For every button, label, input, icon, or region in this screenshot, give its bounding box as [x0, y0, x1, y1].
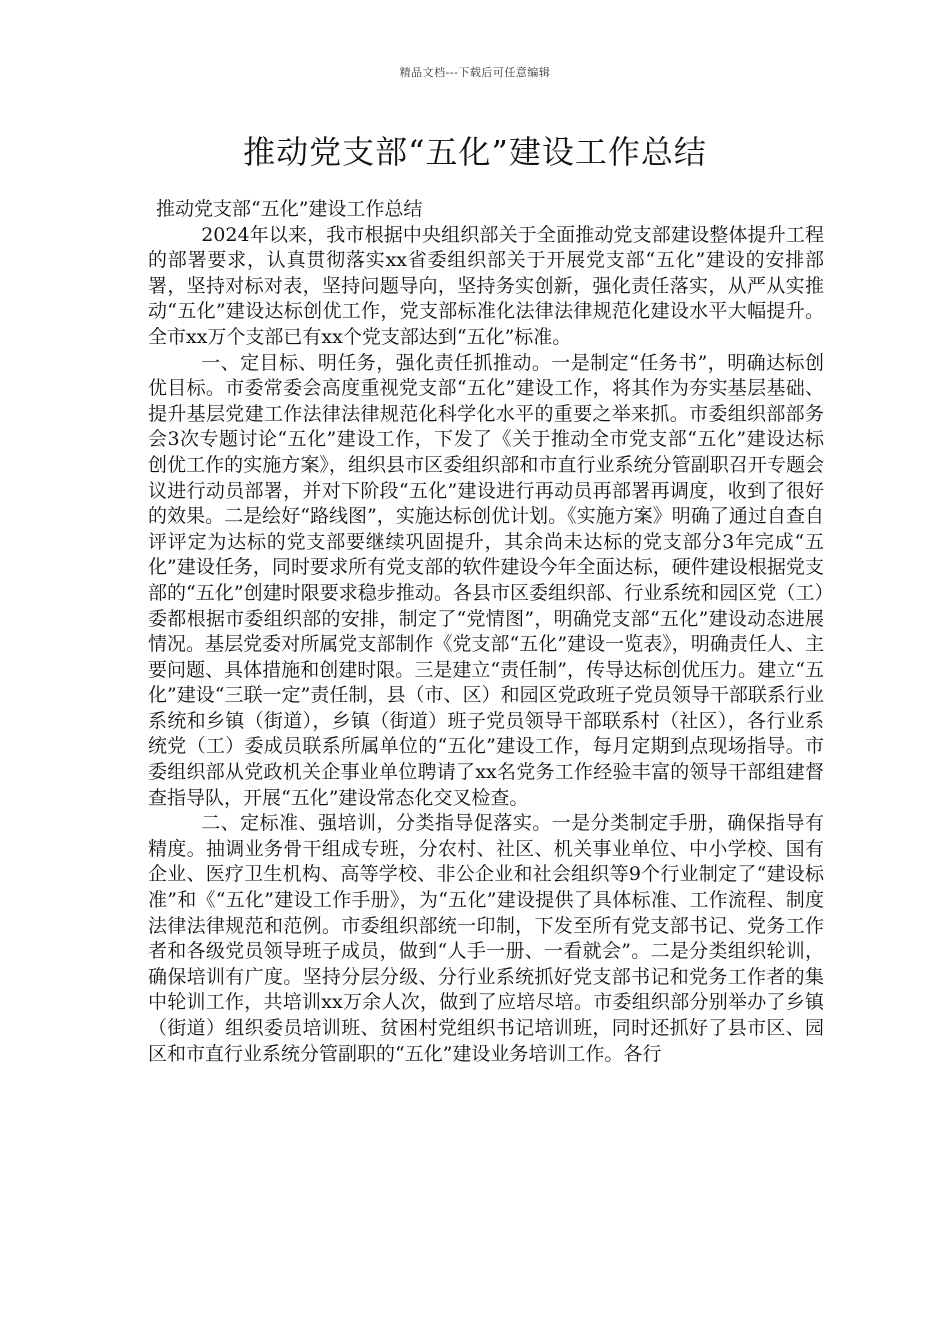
header-note: 精品文档---下载后可任意编辑 — [399, 66, 551, 79]
paragraph-section-1: 一、定目标、明任务，强化责任抓推动。一是制定“任务书”，明确达标创优目标。市委常委会高度重视党支部“五化”建设工作，将其作为夯实基层基础、提升基层党建工作法律法律规范化科学化水平的重要之举来抓。市委组织部部务会3次专题讨论“五化”建设工作，下发了《关于推动全市党支部“五化”建设达标创优工作的实施方案》，组织县市区委组织部和市直行业系统分管副职召开专题会议进行动员部署，并对下阶段“五化”建设进行再动员再部署再调度，收到了很好的效果。二是绘好“路线图”，实施达标创优计划。《实施方案》明确了通过自查自评评定为达标的党支部要继续巩固提升，其余尚未达标的党支部分3年完成“五化”建设任务，同时要求所有党支部的软件建设今年全面达标，硬件建设根据党支部的“五化”创建时限要求稳步推动。各县市区委组织部、行业系统和园区党（工）委都根据市委组织部的安排，制定了“党情图”，明确党支部“五化”建设动态进展情况。基层党委对所属党支部制作《党支部“五化”建设一览表》，明确责任人、主要问题、具体措施和创建时限。三是建立“责任制”，传导达标创优压力。建立“五化”建设“三联一定”责任制，县（市、区）和园区党政班子党员领导干部联系行业系统和乡镇（街道），乡镇（街道）班子党员领导干部联系村（社区），各行业系统党（工）委成员联系所属单位的“五化”建设工作，每月定期到点现场指导。市委组织部从党政机关企事业单位聘请了xx名党务工作经验丰富的领导干部组建督查指导队，开展“五化”建设常态化交叉检查。 — [148, 351, 824, 809]
document-body — [148, 197, 824, 1067]
paragraph-section-2: 二、定标准、强培训，分类指导促落实。一是分类制定手册，确保指导有精度。抽调业务骨干组成专班，分农村、社区、机关事业单位、中小学校、国有企业、医疗卫生机构、高等学校、非公企业和社会组织等9个行业制定了“建设标准”和《“五化”建设工作手册》，为“五化”建设提供了具体标准、工作流程、制度法律法律规范和范例。市委组织部统一印制，下发至所有党支部书记、党务工作者和各级党员领导班子成员，做到“人手一册、一看就会”。二是分类组织轮训，确保培训有广度。坚持分层分级、分行业系统抓好党支部书记和党务工作者的集中轮训工作，共培训xx万余人次，做到了应培尽培。市委组织部分别举办了乡镇（街道）组织委员培训班、贫困村党组织书记培训班，同时还抓好了县市区、园区和市直行业系统分管副职的“五化”建设业务培训工作。各行 — [148, 812, 824, 1065]
document-title: 推动党支部“五化”建设工作总结 — [243, 133, 707, 171]
paragraph-intro: 2024年以来，我市根据中央组织部关于全面推动党支部建设整体提升工程的部署要求，认真贯彻落实xx省委组织部关于开展党支部“五化”建设的安排部署，坚持对标对表，坚持问题导向，坚持务实创新，强化责任落实，从严从实推动“五化”建设达标创优工作，党支部标准化法律法律规范化建设水平大幅提升。全市xx万个支部已有xx个党支部达到“五化”标准。 — [148, 223, 824, 348]
document-subtitle: 推动党支部“五化”建设工作总结 — [156, 198, 423, 220]
